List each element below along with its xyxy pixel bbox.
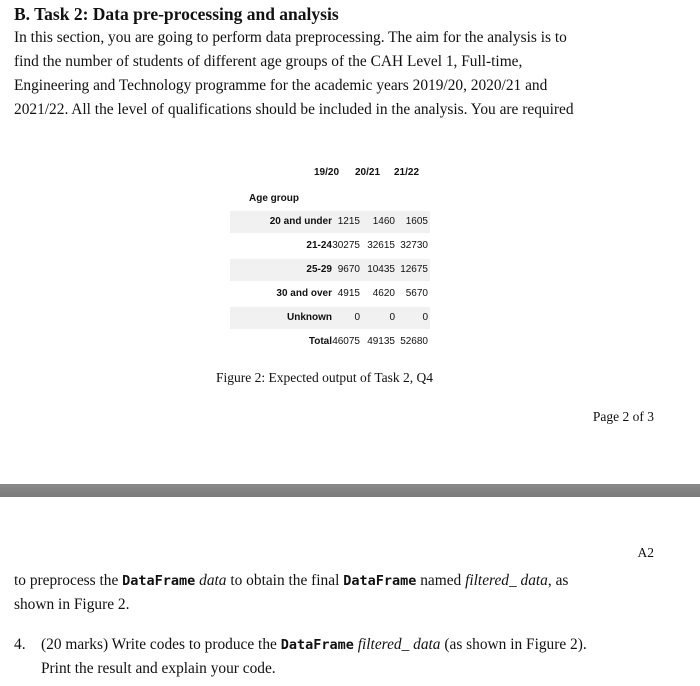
italic-term: filtered_ data bbox=[465, 572, 548, 589]
text-run: shown in Figure 2. bbox=[14, 596, 130, 613]
italic-term: filtered_ data bbox=[353, 636, 441, 653]
table-cell: 9670 bbox=[337, 264, 360, 275]
continuation-paragraph bbox=[14, 569, 686, 617]
table-cell: 10435 bbox=[367, 264, 395, 275]
table-cell: 1605 bbox=[405, 216, 428, 227]
section-heading: B. Task 2: Data pre-processing and analysis bbox=[14, 4, 339, 24]
question-text bbox=[41, 633, 686, 681]
row-label: Unknown bbox=[287, 312, 332, 323]
text-run: to obtain the final bbox=[226, 572, 344, 589]
text-run: to preprocess the bbox=[14, 572, 123, 589]
table-cell: 49135 bbox=[367, 336, 395, 347]
table-cell: 5670 bbox=[405, 288, 428, 299]
row-label: 30 and over bbox=[276, 288, 332, 299]
question-4 bbox=[14, 633, 686, 681]
column-header: 19/20 bbox=[314, 167, 340, 178]
text-run: Print the result and explain your code. bbox=[41, 660, 276, 677]
text-run: named bbox=[416, 572, 466, 589]
italic-term: data bbox=[195, 572, 227, 589]
table-cell: 46075 bbox=[332, 336, 360, 347]
paragraph-line: 2021/22. All the level of qualifications should be included in the analysis. You are required bbox=[14, 101, 574, 118]
code-term: DataFrame bbox=[122, 573, 196, 589]
text-run: , as bbox=[547, 572, 569, 589]
code-term: DataFrame bbox=[343, 573, 417, 589]
table-cell: 0 bbox=[389, 312, 395, 323]
paragraph-line: Engineering and Technology programme for the academic years 2019/20, 2020/21 and bbox=[14, 77, 548, 94]
column-header: 20/21 bbox=[355, 167, 381, 178]
table-cell: 32615 bbox=[367, 240, 395, 251]
table-header-row bbox=[224, 165, 434, 185]
page-number: Page 2 of 3 bbox=[592, 409, 654, 424]
column-header: 21/22 bbox=[394, 167, 420, 178]
table-cell: 4915 bbox=[337, 288, 360, 299]
table-cell: 4620 bbox=[372, 288, 395, 299]
table-cell: 1460 bbox=[372, 216, 395, 227]
page-code: A2 bbox=[637, 545, 654, 560]
table-row bbox=[230, 331, 430, 353]
row-label: 21-24 bbox=[306, 240, 332, 251]
page-divider bbox=[0, 484, 700, 497]
page-2-section bbox=[0, 497, 700, 686]
text-run: (as shown in Figure 2). bbox=[440, 636, 587, 653]
table-row bbox=[230, 307, 430, 329]
text-run: (20 marks) Write codes to produce the bbox=[41, 636, 281, 653]
paragraph-line: find the number of students of different age groups of the CAH Level 1, Full-time, bbox=[14, 53, 523, 70]
table-row bbox=[230, 211, 430, 233]
table-cell: 32730 bbox=[400, 240, 428, 251]
table-row bbox=[230, 235, 430, 257]
question-number: 4. bbox=[14, 636, 26, 653]
table-cell: 0 bbox=[354, 312, 360, 323]
table-cell: 52680 bbox=[400, 336, 428, 347]
table-row bbox=[230, 259, 430, 281]
table-cell: 12675 bbox=[400, 264, 428, 275]
table-cell: 0 bbox=[422, 312, 428, 323]
table-row bbox=[230, 283, 430, 305]
row-label: Total bbox=[308, 336, 332, 347]
dataframe-output-table bbox=[224, 165, 434, 347]
paragraph-line: In this section, you are going to perform data preprocessing. The aim for the analysis is to bbox=[14, 29, 567, 46]
row-label: 25-29 bbox=[306, 264, 332, 275]
code-term: DataFrame bbox=[280, 637, 354, 653]
section-paragraph bbox=[14, 26, 686, 122]
table-cell: 30275 bbox=[332, 240, 360, 251]
figure-caption: Figure 2: Expected output of Task 2, Q4 bbox=[216, 370, 434, 385]
row-label: 20 and under bbox=[269, 216, 332, 227]
table-cell: 1215 bbox=[337, 216, 360, 227]
index-name-label: Age group bbox=[249, 193, 299, 204]
